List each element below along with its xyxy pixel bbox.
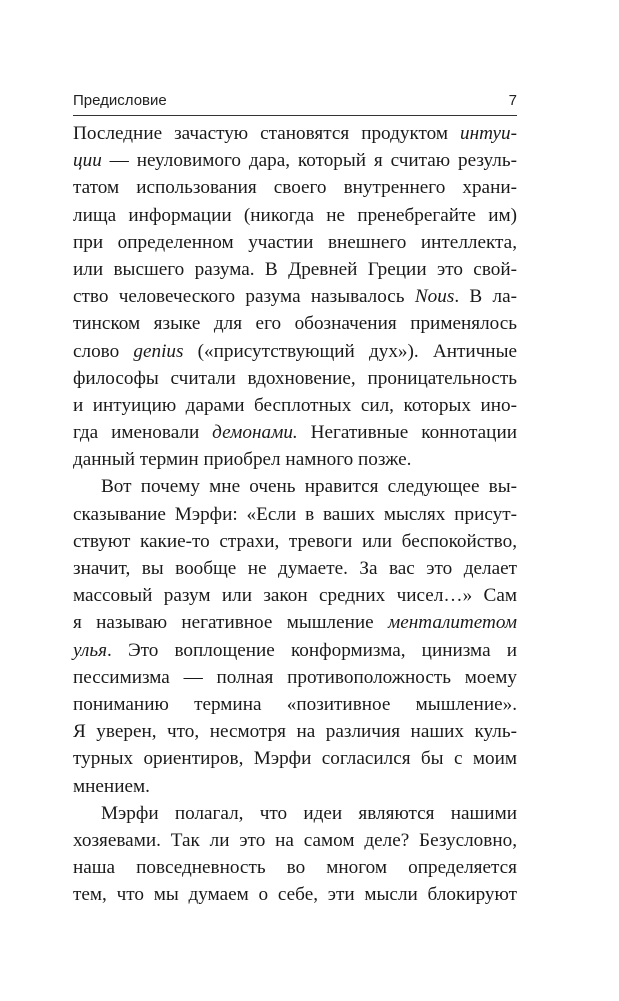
page-number: 7 [508,92,517,109]
paragraph [73,800,517,909]
text-run: пессимизма — полная противоположность моему [73,666,517,688]
chapter-title: Предисловие [73,92,167,109]
text-run: . В ла- [454,286,517,308]
text-run: или высшего разума. В Древней Греции это свой- [73,258,517,280]
text-run: Мэрфи полагал, что идеи являются нашими [101,802,517,824]
text-run: при определенном участии внешнего интеллекта, [73,231,517,253]
text-line [73,718,517,745]
text-line [73,365,517,392]
body-text [73,120,517,908]
text-run: — неуловимого дара, который я считаю резуль- [101,150,517,172]
text-run: философы считали вдохновение, проницательность [73,367,517,389]
text-run: значит, вы вообще не думаете. За вас это делает [73,558,517,579]
text-line [73,881,517,908]
italic-text: улья [73,639,108,661]
text-run: татом использования своего внутреннего храни- [73,177,517,199]
running-header [73,90,517,114]
text-run: сказывание Мэрфи: «Если в ваших мыслях присут- [73,503,517,525]
text-run: тинском языке для его обозначения применялось [73,313,517,335]
text-line [73,392,517,419]
text-line [73,637,517,664]
text-run: ствуют какие-то страхи, тревоги или беспокойство, [73,530,517,552]
paragraph [73,473,517,799]
text-run: я называю негативное мышление [73,612,388,634]
text-run: слово [73,340,134,362]
text-run: («присутствующий дух»). Античные [183,340,517,362]
text-run: лища информации (никогда не пренебрегайте им) [73,204,517,226]
text-line [73,229,517,256]
italic-text: интуи- [460,123,517,144]
text-line [73,446,517,473]
text-line [73,501,517,528]
text-line [73,256,517,283]
italic-text: Nous [414,286,455,308]
text-run: гда именовали [73,422,213,444]
text-run: данный термин приобрел намного позже. [73,449,412,471]
text-line [73,691,517,718]
italic-text: genius [133,340,184,362]
text-line [73,745,517,772]
text-line [73,338,517,365]
text-line [73,555,517,582]
text-run: мнением. [73,775,150,797]
text-line [73,609,517,636]
text-run: Негативные коннотации [297,422,517,444]
text-run: массовый разум или закон средних чисел…» Сам [73,585,517,607]
text-run: тем, что мы думаем о себе, эти мысли блокируют [73,884,517,906]
text-line [73,202,517,229]
text-run: пониманию термина «позитивное мышление». [73,693,517,715]
text-run: хозяевами. Так ли это на самом деле? Безусловно, [73,829,517,851]
italic-text: менталитетом [387,612,517,634]
text-line [73,174,517,201]
text-line [73,664,517,691]
text-line [73,147,517,174]
text-line [73,419,517,446]
text-run: наша повседневность во многом определяется [73,857,517,879]
text-run: турных ориентиров, Мэрфи согласился бы с моим [73,748,517,770]
paragraph [73,120,517,473]
text-line [73,473,517,500]
text-line [73,827,517,854]
text-run: и интуицию дарами бесплотных сил, которых ино- [73,394,517,416]
text-run: ство человеческого разума называлось [73,286,415,308]
text-line [73,528,517,555]
text-line [73,120,517,147]
text-run: Я уверен, что, несмотря на различия наших куль- [73,721,517,743]
header-rule [73,115,517,116]
text-run: . Это воплощение конформизма, цинизма и [107,639,517,661]
text-line [73,773,517,800]
text-line [73,854,517,881]
text-line [73,310,517,337]
text-line [73,582,517,609]
italic-text: демонами. [212,422,298,444]
text-line [73,800,517,827]
italic-text: ции [73,150,102,172]
text-run: Последние зачастую становятся продуктом [73,123,460,144]
text-line [73,283,517,310]
text-run: Вот почему мне очень нравится следующее вы- [101,476,517,498]
